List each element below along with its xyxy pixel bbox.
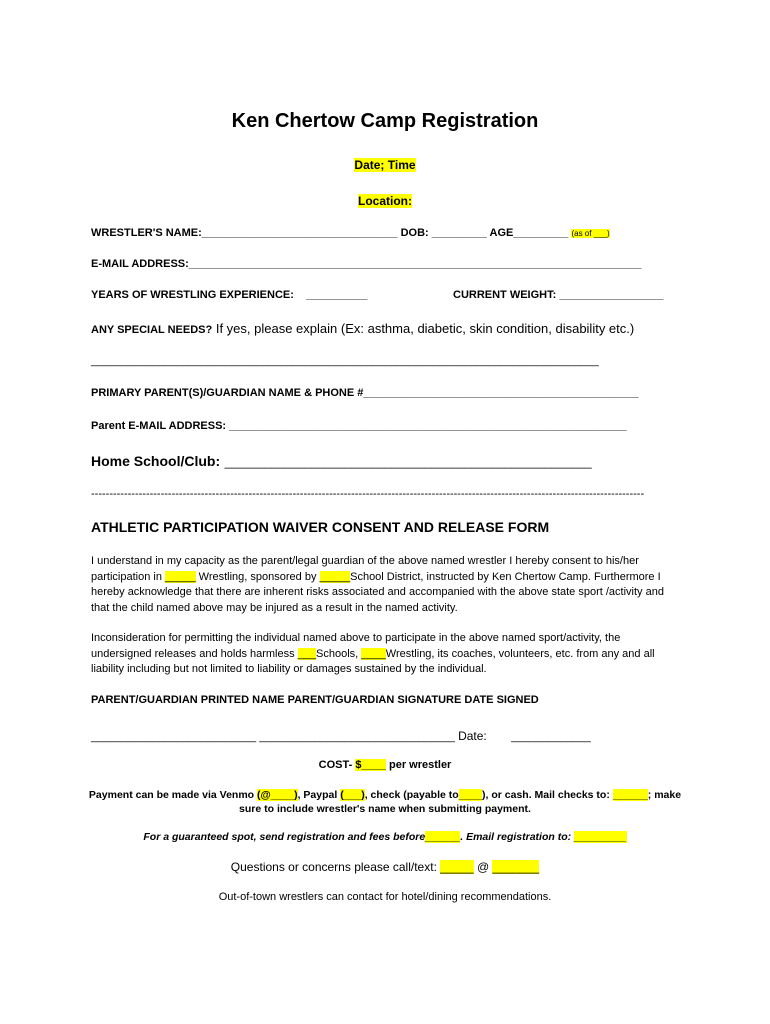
- contact-handle-field[interactable]: _______: [492, 860, 540, 874]
- payment-text: , check (payable to: [364, 789, 459, 801]
- para2-text: Schools,: [316, 647, 362, 660]
- weight-label: CURRENT WEIGHT:: [453, 289, 557, 301]
- mail-checks-field[interactable]: ______: [612, 789, 648, 801]
- para2-text: Wrestling, its coaches, volunteers, etc. from any and all liability including but not limited to liability or damages sustained by the individual.: [91, 647, 655, 675]
- special-needs-row: [91, 320, 634, 338]
- date-time-field[interactable]: Date; Time: [354, 158, 416, 172]
- payment-text: Payment can be made via Venmo: [88, 789, 257, 801]
- questions-text: @: [473, 860, 493, 874]
- questions-text: Questions or concerns please call/text:: [230, 860, 441, 874]
- as-of-field[interactable]: (as of ___): [571, 229, 610, 238]
- parent-email-field[interactable]: _________________________________________________________________: [229, 420, 627, 432]
- signature-field[interactable]: ________________________________: [259, 731, 456, 743]
- signature-date-field[interactable]: _____________: [511, 731, 591, 743]
- age-label: AGE: [489, 227, 514, 239]
- payment-row: [0, 789, 770, 801]
- waiver-heading: ATHLETIC PARTICIPATION WAIVER CONSENT AND RELEASE FORM: [91, 519, 550, 535]
- location-field[interactable]: Location:: [358, 194, 412, 208]
- para2-blank-1[interactable]: ___: [297, 647, 317, 660]
- page-title: Ken Chertow Camp Registration: [231, 110, 539, 132]
- parent-row: [91, 387, 639, 399]
- dob-field[interactable]: _________: [431, 227, 487, 239]
- questions-row: [0, 860, 770, 874]
- wrestler-info-row: [91, 227, 610, 239]
- paypal-field[interactable]: (___): [340, 789, 365, 801]
- years-field[interactable]: __________: [306, 289, 368, 301]
- email-row: [91, 258, 642, 270]
- guaranteed-row: [0, 831, 770, 843]
- wrestler-name-field[interactable]: ________________________________: [201, 227, 398, 239]
- section-divider: -------------------------------------------------------------------------------------------------------------------------------------------------------: [91, 488, 645, 500]
- parent-label: PRIMARY PARENT(S)/GUARDIAN NAME & PHONE #: [91, 387, 364, 399]
- email-label: E-MAIL ADDRESS:: [91, 258, 189, 270]
- payable-to-field[interactable]: ____: [458, 789, 483, 801]
- para1-text: I understand in my capacity as the parent/legal guardian of the above named wrestler I hereby consent to his/her participation in: [91, 555, 639, 583]
- wrestler-name-label: WRESTLER'S NAME:: [91, 227, 202, 239]
- payment-text: ; make: [647, 789, 682, 801]
- email-field[interactable]: __________________________________________________________________________: [188, 258, 642, 270]
- out-of-town-note: Out-of-town wrestlers can contact for hotel/dining recommendations.: [218, 891, 552, 903]
- cost-row: [0, 759, 770, 771]
- signature-row: [91, 729, 591, 743]
- parent-email-row: [91, 420, 627, 432]
- location-row: [0, 194, 770, 208]
- cost-suffix: per wrestler: [385, 759, 452, 771]
- para2-text: Inconsideration for permitting the individual named above to participate in the above named sport/activity, the undersigned releases and holds harmless: [91, 632, 621, 660]
- signature-heading: PARENT/GUARDIAN PRINTED NAME PARENT/GUARDIAN SIGNATURE DATE SIGNED: [91, 694, 539, 706]
- guaranteed-text: For a guaranteed spot, send registration and fees before: [143, 831, 426, 843]
- payment-row-2: sure to include wrestler's name when submitting payment.: [239, 803, 531, 815]
- payment-text: ), or cash. Mail checks to:: [482, 789, 613, 801]
- guaranteed-text: . Email registration to:: [460, 831, 575, 843]
- special-needs-text: If yes, please explain (Ex: asthma, diabetic, skin condition, disability etc.): [212, 321, 635, 336]
- signature-date-label: Date:: [458, 729, 487, 743]
- para1-text: Wrestling, sponsored by: [195, 570, 320, 583]
- parent-field[interactable]: _____________________________________________: [363, 387, 639, 399]
- parent-email-label: Parent E-MAIL ADDRESS:: [91, 420, 227, 432]
- para1-text: School District, instructed by Ken Chertow Camp. Furthermore I hereby acknowledge that there are inherent risks associated and accompanied with the above state sport /activity and that the child named above may be injured as a result in the named activity.: [91, 570, 664, 614]
- club-row: [91, 453, 592, 471]
- para1-blank-1[interactable]: _____: [165, 570, 196, 583]
- special-needs-field[interactable]: ___________________________________________________________________________________: [91, 355, 599, 367]
- years-row: [91, 289, 367, 301]
- age-field[interactable]: _________: [513, 227, 569, 239]
- club-label: Home School/Club:: [91, 453, 221, 469]
- weight-row: [453, 289, 663, 301]
- cost-field[interactable]: $____: [355, 759, 386, 771]
- dob-label: DOB:: [400, 227, 429, 239]
- venmo-field[interactable]: (@____): [257, 789, 298, 801]
- date-time-row: [0, 158, 770, 172]
- para2-blank-2[interactable]: ____: [361, 647, 386, 660]
- years-label: YEARS OF WRESTLING EXPERIENCE:: [91, 289, 294, 301]
- weight-field[interactable]: _________________: [559, 289, 664, 301]
- special-needs-label: ANY SPECIAL NEEDS?: [91, 324, 213, 336]
- waiver-paragraph-1: [91, 554, 681, 616]
- registration-email-field[interactable]: _________: [574, 831, 627, 843]
- para1-blank-2[interactable]: _____: [319, 570, 351, 583]
- payment-text: , Paypal: [297, 789, 341, 801]
- deadline-field[interactable]: ______: [425, 831, 461, 843]
- club-field[interactable]: _______________________________________________________: [224, 455, 592, 469]
- printed-name-field[interactable]: ___________________________: [91, 731, 257, 743]
- cost-label: COST-: [318, 759, 356, 771]
- contact-phone-field[interactable]: _____: [440, 860, 474, 874]
- waiver-paragraph-2: [91, 631, 681, 678]
